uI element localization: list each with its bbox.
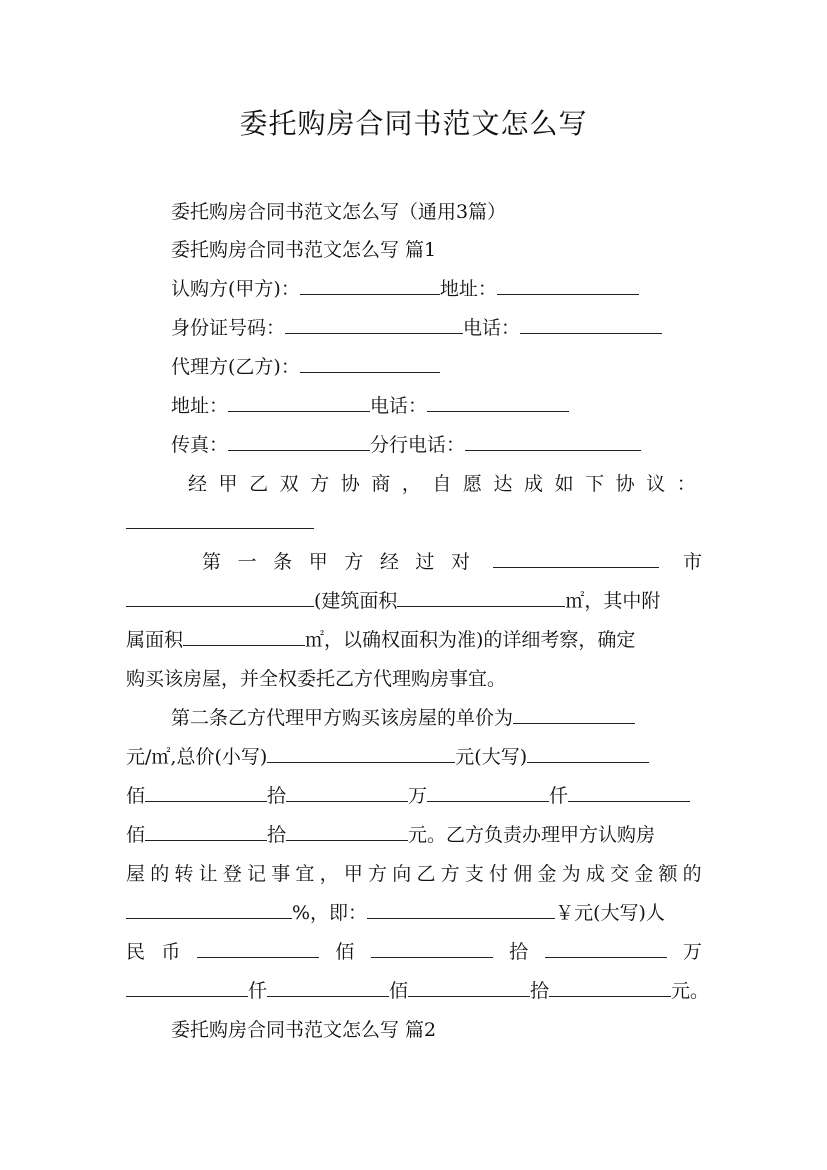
art1-city-blank	[493, 547, 659, 568]
agree-char: 方	[310, 473, 330, 495]
art2-l4-blank2	[286, 820, 408, 841]
id-blank	[285, 313, 463, 334]
art2-l7-min: 民	[126, 941, 146, 963]
art2-l5-char: 金	[634, 863, 654, 885]
agree-char: 自	[432, 473, 452, 495]
art2-line4	[126, 820, 655, 850]
art2-l3-blank1	[145, 781, 267, 802]
buyer-label: 认购方(甲方)：	[171, 278, 300, 300]
art2-l7-blank3	[545, 937, 667, 958]
art1-l1-char: 一	[237, 551, 257, 573]
art2-l2-b: 元(大写)	[455, 746, 528, 768]
art2-l5-char: 金	[537, 863, 557, 885]
art2-l5-char: 佣	[513, 863, 533, 885]
agree-line	[188, 469, 696, 499]
document-title: 委托购房合同书范文怎么写	[239, 107, 588, 140]
art2-l5-char: 支	[464, 863, 484, 885]
fax-line	[171, 430, 641, 460]
art2-l8-blank2	[267, 976, 389, 997]
art2-l5-char: 事	[271, 863, 291, 885]
agree-char: 愿	[462, 473, 482, 495]
agree-char: 议	[646, 473, 666, 495]
part2-heading: 委托购房合同书范文怎么写 篇2	[171, 1019, 437, 1041]
agent-blank	[300, 352, 440, 373]
art2-l7-wan: 万	[682, 941, 702, 963]
agree-char: 成	[524, 473, 544, 495]
art2-l5-char: 方	[368, 863, 388, 885]
art2-line2	[126, 742, 649, 772]
art2-line6	[126, 898, 665, 928]
agree-char: ：	[676, 473, 696, 495]
art2-l1-blank	[513, 703, 635, 724]
agree-char: 协	[615, 473, 635, 495]
art2-l7-blank1	[197, 937, 319, 958]
art1-m2: ㎡，其中附	[565, 590, 661, 612]
agent-line	[171, 352, 440, 382]
art2-l8-bai: 佰	[389, 980, 409, 1002]
fax-blank	[228, 430, 370, 451]
art2-l5-char: 的	[682, 863, 702, 885]
art2-l3-qian: 仟	[549, 785, 569, 807]
art2-l8-yuan: 元。	[671, 980, 710, 1002]
art2-l7-shi: 拾	[509, 941, 529, 963]
art1-l1-char: 对	[450, 551, 470, 573]
art2-l3-blank2	[286, 781, 408, 802]
art2-l2-blank1	[267, 742, 455, 763]
art2-l8-shi: 拾	[530, 980, 550, 1002]
address-blank	[497, 274, 639, 295]
agent-phone-label: 电话：	[370, 395, 428, 417]
art2-l8-blank4	[549, 976, 671, 997]
agree-char: 甲	[218, 473, 238, 495]
art2-line5	[126, 859, 702, 889]
agree-char: 双	[279, 473, 299, 495]
art1-l1-char: 条	[273, 551, 293, 573]
art1-l1-char: 方	[344, 551, 364, 573]
phone-blank	[520, 313, 662, 334]
art2-l3-blank3	[427, 781, 549, 802]
art2-l5-char: 付	[489, 863, 509, 885]
agent-address-blank	[228, 391, 370, 412]
art2-line8	[126, 976, 709, 1006]
art1-line4: 购买该房屋，并全权委托乙方代理购房事宜。	[126, 668, 507, 690]
id-label: 身份证号码：	[171, 317, 286, 339]
art2-l5-char: 乙	[416, 863, 436, 885]
art2-l3-shi: 拾	[267, 785, 287, 807]
subtitle: 委托购房合同书范文怎么写（通用3篇）	[171, 201, 507, 223]
art1-line2	[126, 586, 660, 616]
part1-heading: 委托购房合同书范文怎么写 篇1	[171, 239, 437, 261]
agree-char: 乙	[249, 473, 269, 495]
branch-phone-blank	[465, 430, 641, 451]
agent-phone-blank	[427, 391, 569, 412]
art2-l5-char: 宜	[295, 863, 315, 885]
art2-l5-char: 交	[610, 863, 630, 885]
fax-label: 传真：	[171, 434, 229, 456]
art2-l8-blank3	[408, 976, 530, 997]
art1-l3-a: 属面积	[126, 629, 184, 651]
art1-city: 市	[682, 551, 702, 573]
art2-l5-char: 登	[222, 863, 242, 885]
art2-l4-yuan: 元。乙方负责办理甲方认购房	[408, 824, 656, 846]
art2-l6-pct: %，即：	[292, 902, 368, 924]
art2-l3-blank4	[568, 781, 690, 802]
art1-line3	[126, 625, 635, 655]
art1-l1-char: 过	[415, 551, 435, 573]
art2-l8-qian: 仟	[248, 980, 268, 1002]
agree-char: 如	[554, 473, 574, 495]
agent-address-line	[171, 391, 569, 421]
art2-l2-blank2	[527, 742, 649, 763]
art2-l5-char: 方	[440, 863, 460, 885]
art2-line1	[171, 703, 635, 733]
art2-l5-char: 的	[150, 863, 170, 885]
art2-l6-blank2	[367, 898, 555, 919]
branch-phone-label: 分行电话：	[370, 434, 466, 456]
art2-l5-char: 向	[392, 863, 412, 885]
art2-l3-bai: 佰	[126, 785, 146, 807]
art1-l3-b: ㎡，以确权面积为准)的详细考察，确定	[305, 629, 636, 651]
agree-blank-line	[126, 508, 314, 538]
art2-l5-char: 转	[174, 863, 194, 885]
art1-l1-char: 经	[379, 551, 399, 573]
art2-l5-char: 屋	[126, 863, 146, 885]
art2-l5-char: 让	[198, 863, 218, 885]
art2-l7-bai: 佰	[335, 941, 355, 963]
art2-l5-char: 为	[561, 863, 581, 885]
art1-l2-blank2	[397, 586, 565, 607]
art2-l3-wan: 万	[408, 785, 428, 807]
art2-line3	[126, 781, 690, 811]
art1-l1-char: 甲	[308, 551, 328, 573]
art2-l5-char: ，	[319, 863, 339, 885]
agree-char: 协	[340, 473, 360, 495]
agent-label: 代理方(乙方)：	[171, 356, 300, 378]
art2-l6-blank1	[126, 898, 292, 919]
agent-address-label: 地址：	[171, 395, 229, 417]
art2-line7	[126, 937, 702, 967]
agree-char: 达	[493, 473, 513, 495]
art1-area-open: (建筑面积	[314, 590, 398, 612]
art2-l2-a: 元/㎡,总价(小写)	[126, 746, 268, 768]
agree-char: 下	[585, 473, 605, 495]
art2-l8-blank1	[126, 976, 248, 997]
art1-line1	[202, 547, 702, 577]
art2-l5-char: 成	[585, 863, 605, 885]
art1-l1-char: 第	[202, 551, 222, 573]
agree-char: 经	[188, 473, 208, 495]
art2-l7-blank2	[371, 937, 493, 958]
id-line	[171, 313, 662, 343]
phone-label: 电话：	[463, 317, 521, 339]
art2-l5-char: 记	[247, 863, 267, 885]
agree-char: 商	[371, 473, 391, 495]
buyer-line	[171, 274, 639, 304]
agree-blank	[126, 508, 314, 529]
art2-l5-char: 额	[658, 863, 678, 885]
art2-l4-shi: 拾	[267, 824, 287, 846]
art2-l5-char: 甲	[343, 863, 363, 885]
buyer-blank	[300, 274, 440, 295]
art2-l4-bai: 佰	[126, 824, 146, 846]
agree-char: ，	[401, 473, 421, 495]
address-label: 地址：	[439, 278, 497, 300]
art1-l2-blank1	[126, 586, 314, 607]
art2-l4-blank1	[145, 820, 267, 841]
art2-l7-bi: 币	[161, 941, 181, 963]
art2-l1-text: 第二条乙方代理甲方购买该房屋的单价为	[171, 707, 514, 729]
art2-l6-yen: ￥元(大写)人	[555, 902, 665, 924]
art1-l3-blank	[183, 625, 305, 646]
